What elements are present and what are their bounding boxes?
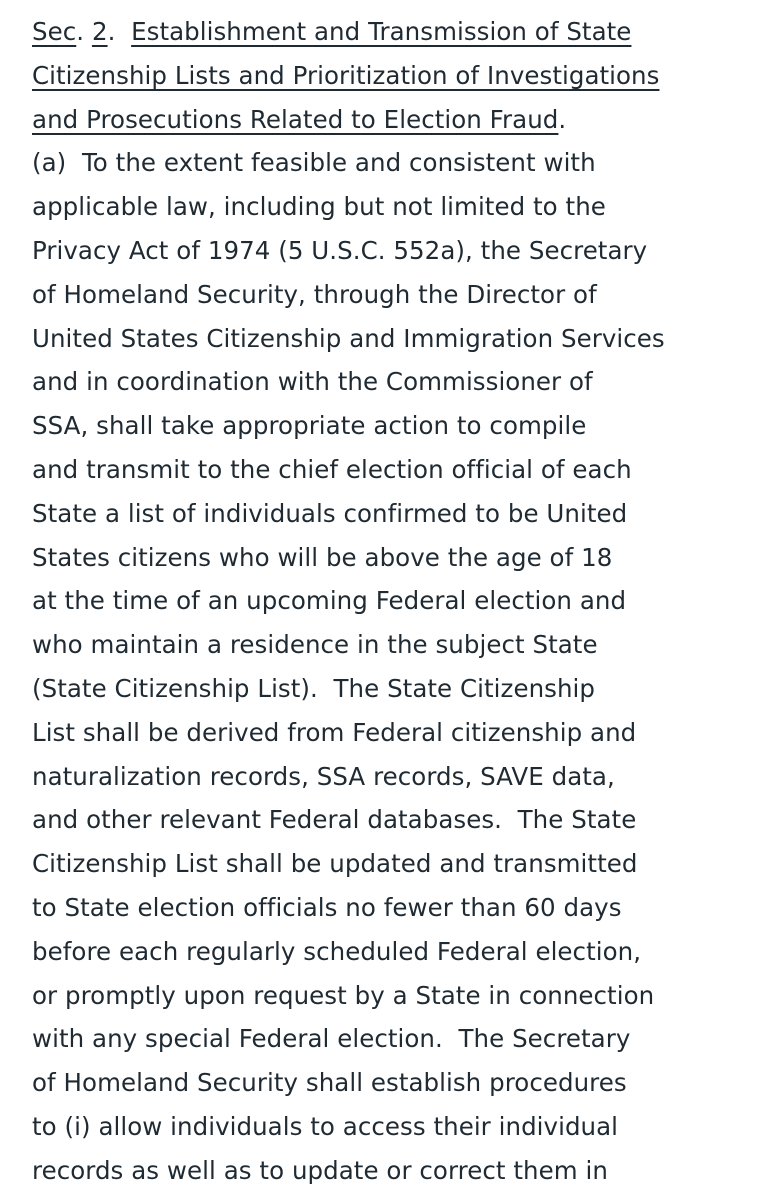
body-line: Citizenship List shall be updated and transmitted bbox=[32, 849, 638, 879]
body-line: Privacy Act of 1974 (5 U.S.C. 552a), the Secretary bbox=[32, 235, 648, 265]
section-number: 2 bbox=[91, 17, 108, 46]
body-line: before each regularly scheduled Federal election, bbox=[32, 936, 642, 966]
body-line: (State Citizenship List). The State Citizenship bbox=[32, 673, 596, 703]
body-line: at the time of an upcoming Federal election and bbox=[32, 586, 627, 616]
body-line: States citizens who will be above the age of 18 bbox=[32, 542, 613, 572]
body-line: State a list of individuals confirmed to be United bbox=[32, 498, 628, 528]
section-heading-line-1 bbox=[32, 10, 772, 54]
section-title-part-1: Establishment and Transmission of State bbox=[131, 17, 632, 46]
section-label-dot: . bbox=[76, 17, 85, 46]
body-line: with any special Federal election. The Secretary bbox=[32, 1024, 631, 1054]
body-line: United States Citizenship and Immigration Services bbox=[32, 323, 665, 353]
body-line: records as well as to update or correct them in bbox=[32, 1155, 608, 1185]
section-title-period: . bbox=[558, 104, 567, 134]
section-title-part-3: and Prosecutions Related to Election Fraud bbox=[32, 104, 559, 134]
section-title-part-2: Citizenship Lists and Prioritization of Investigations bbox=[32, 60, 660, 90]
body-line: who maintain a residence in the subject State bbox=[32, 630, 598, 660]
body-line: of Homeland Security shall establish procedures bbox=[32, 1068, 627, 1098]
body-line: (a) To the extent feasible and consistent with bbox=[32, 148, 596, 178]
body-line: and transmit to the chief election official of each bbox=[32, 454, 632, 484]
body-line: and in coordination with the Commissioner of bbox=[32, 367, 593, 397]
body-line: to State election officials no fewer than 60 days bbox=[32, 892, 622, 922]
body-line: applicable law, including but not limited to the bbox=[32, 192, 606, 222]
section-label: Sec bbox=[32, 17, 77, 46]
section-text bbox=[32, 10, 772, 1193]
body-line: SSA, shall take appropriate action to compile bbox=[32, 411, 587, 441]
body-line: List shall be derived from Federal citizenship and bbox=[32, 717, 637, 747]
body-line: naturalization records, SSA records, SAVE data, bbox=[32, 761, 615, 791]
body-line: to (i) allow individuals to access their individual bbox=[32, 1111, 619, 1141]
section-heading-line-3 bbox=[32, 98, 772, 142]
body-line: and other relevant Federal databases. The State bbox=[32, 805, 637, 835]
section-number-dot: . bbox=[107, 17, 116, 46]
section-heading-line-2 bbox=[32, 54, 772, 98]
body-line: or promptly upon request by a State in connection bbox=[32, 980, 655, 1010]
body-line: of Homeland Security, through the Director of bbox=[32, 279, 597, 309]
